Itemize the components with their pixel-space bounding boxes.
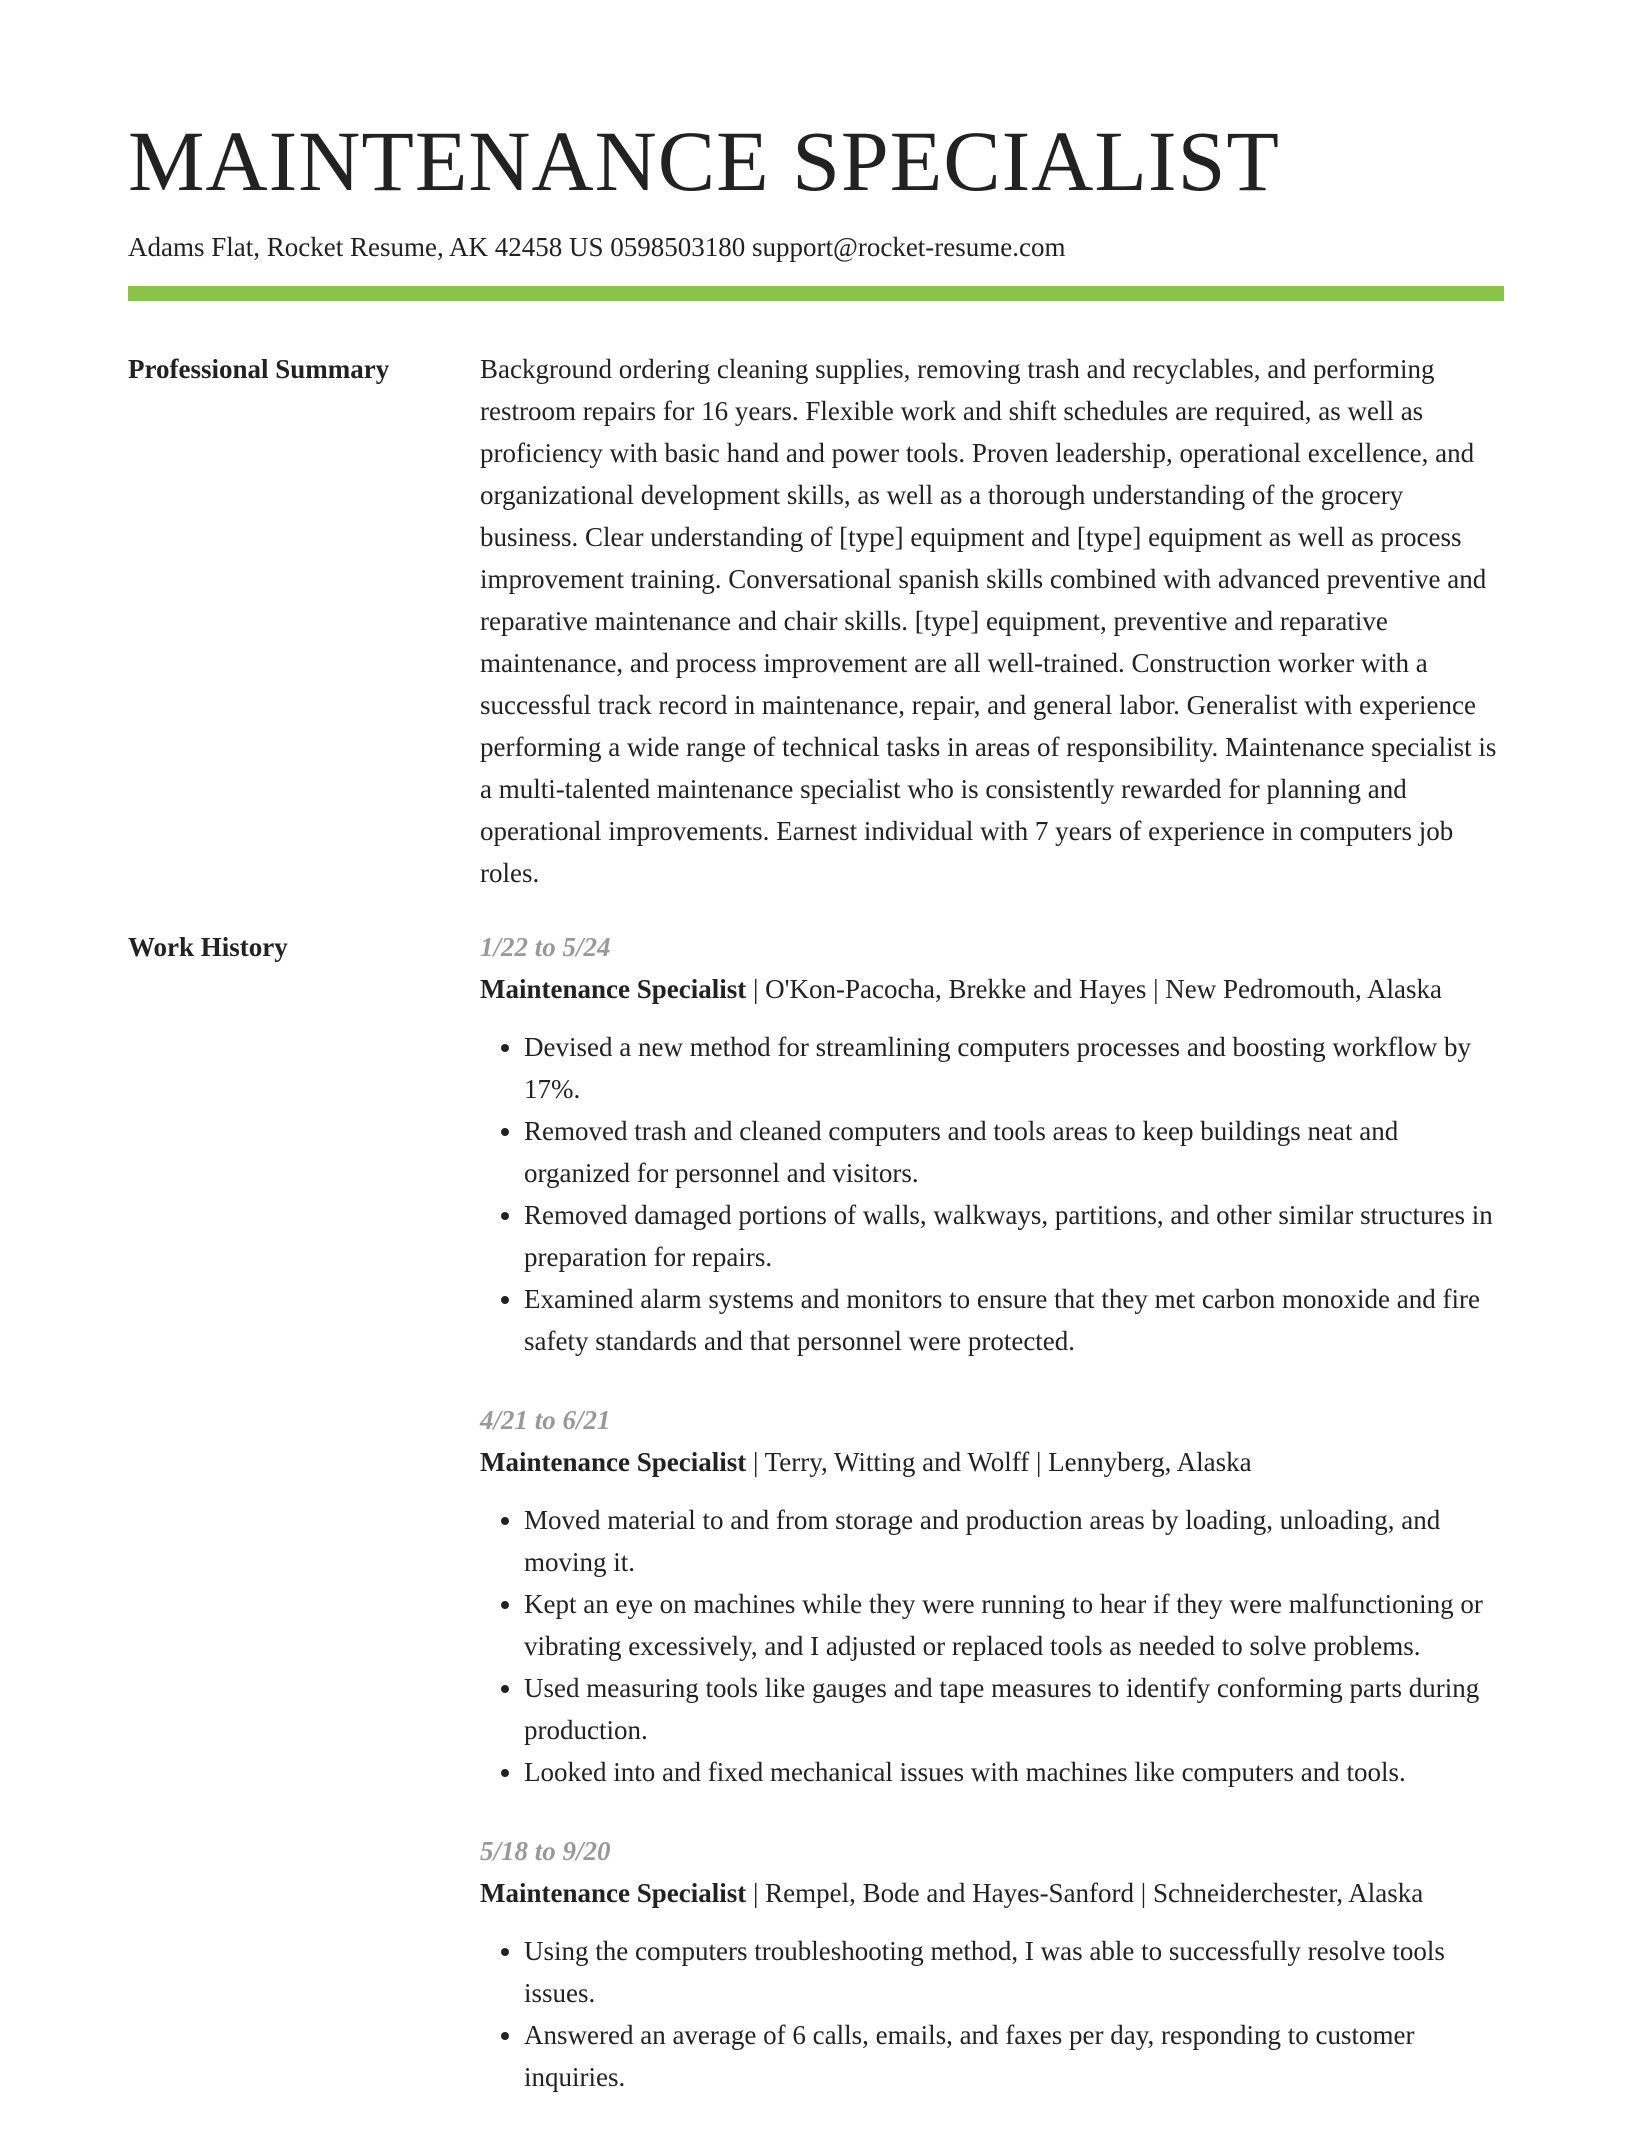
job-bullet: • Devised a new method for streamlining computers processes and boosting workflow by 17%. (524, 1026, 1504, 1110)
job-bullet: • Looked into and fixed mechanical issues with machines like computers and tools. (524, 1751, 1504, 1793)
job-dates: 1/22 to 5/24 (480, 932, 611, 962)
job-header (480, 1441, 1504, 1483)
job-bullet: • Answered an average of 6 calls, emails, and faxes per day, responding to customer inquiries. (524, 2014, 1504, 2098)
job-header (480, 968, 1504, 1010)
job-title: Maintenance Specialist (480, 1878, 747, 1908)
job-bullet: • Examined alarm systems and monitors to ensure that they met carbon monoxide and fire safety standards and that personnel were protected. (524, 1278, 1504, 1362)
header-divider (128, 286, 1504, 301)
job-bullets (480, 1499, 1504, 1793)
job-dates: 5/18 to 9/20 (480, 1836, 611, 1866)
summary-text: Background ordering cleaning supplies, removing trash and recyclables, and performing restroom repairs for 16 years. Flexible work and shift schedules are required, as well as proficiency with basic hand and power tools. Proven leadership, operational excellence, and organizational development skills, as well as a thorough understanding of the grocery business. Clear understanding of [type] equipment and [type] equipment as well as process improvement training. Conversational spanish skills combined with advanced preventive and reparative maintenance and chair skills. [type] equipment, preventive and reparative maintenance, and process improvement are all well-trained. Construction worker with a successful track record in maintenance, repair, and general labor. Generalist with experience performing a wide range of technical tasks in areas of responsibility. Maintenance specialist is a multi-talented maintenance specialist who is consistently rewarded for planning and operational improvements. Earnest individual with 7 years of experience in computers job roles. (480, 354, 1497, 888)
job-entry (480, 1830, 1504, 2098)
job-bullets (480, 1930, 1504, 2098)
section-title-professional-summary: Professional Summary (128, 354, 390, 384)
job-bullet: • Removed damaged portions of walls, walkways, partitions, and other similar structures in preparation for repairs. (524, 1194, 1504, 1278)
contact-info: Adams Flat, Rocket Resume, AK 42458 US 0598503180 support@rocket-resume.com (128, 232, 1066, 262)
job-bullet: • Removed trash and cleaned computers and tools areas to keep buildings neat and organized for personnel and visitors. (524, 1110, 1504, 1194)
job-details: | Terry, Witting and Wolff | Lennyberg, Alaska (746, 1447, 1252, 1477)
job-details: | O'Kon-Pacocha, Brekke and Hayes | New Pedromouth, Alaska (746, 974, 1442, 1004)
job-details: | Rempel, Bode and Hayes-Sanford | Schneiderchester, Alaska (746, 1878, 1424, 1908)
job-bullet: • Moved material to and from storage and production areas by loading, unloading, and moving it. (524, 1499, 1504, 1583)
job-entry (480, 926, 1504, 1362)
summary-body (480, 348, 1504, 894)
job-bullet: • Using the computers troubleshooting method, I was able to successfully resolve tools issues. (524, 1930, 1504, 2014)
job-dates: 4/21 to 6/21 (480, 1405, 611, 1435)
job-bullet: • Used measuring tools like gauges and tape measures to identify conforming parts during production. (524, 1667, 1504, 1751)
job-title: Maintenance Specialist (480, 1447, 747, 1477)
job-bullet: • Kept an eye on machines while they were running to hear if they were malfunctioning or vibrating excessively, and I adjusted or replaced tools as needed to solve problems. (524, 1583, 1504, 1667)
job-entry (480, 1399, 1504, 1793)
work-history-body (480, 926, 1504, 2135)
resume-name: MAINTENANCE SPECIALIST (128, 113, 1280, 209)
job-title: Maintenance Specialist (480, 974, 747, 1004)
job-bullets (480, 1026, 1504, 1362)
section-title-work-history: Work History (128, 932, 288, 962)
job-header (480, 1872, 1504, 1914)
